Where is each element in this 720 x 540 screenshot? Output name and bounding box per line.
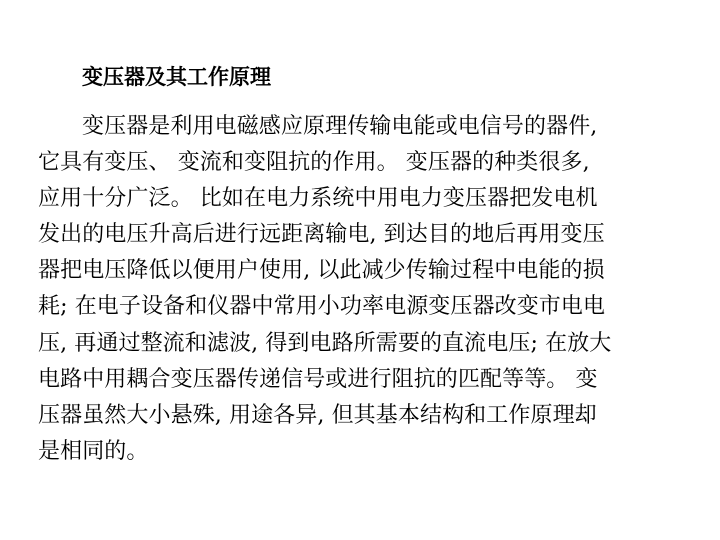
paragraph-line: 它具有变压、 变流和变阻抗的作用。 变压器的种类很多, [38, 150, 590, 176]
paragraph-line: 电路中用耦合变压器传递信号或进行阻抗的匹配等等。 变 [38, 366, 598, 392]
paragraph-line: 压器虽然大小悬殊, 用途各异, 但其基本结构和工作原理却 [38, 402, 597, 428]
paragraph-line: 应用十分广泛。 比如在电力系统中用电力变压器把发电机 [38, 186, 598, 212]
paragraph-line: 变压器是利用电磁感应原理传输电能或电信号的器件, [82, 114, 598, 139]
paragraph-line: 是相同的。 [38, 438, 149, 464]
paragraph-line: 耗; 在电子设备和仪器中常用小功率电源变压器改变市电电 [38, 294, 606, 320]
body-paragraph [38, 109, 678, 470]
paragraph-line: 压, 再通过整流和滤波, 得到电路所需要的直流电压; 在放大 [38, 330, 612, 356]
paragraph-line: 发出的电压升高后进行远距离输电, 到达目的地后再用变压 [38, 222, 605, 248]
paragraph-line: 器把电压降低以便用户使用, 以此减少传输过程中电能的损 [38, 258, 605, 284]
slide-title: 变压器及其工作原理 [82, 64, 271, 89]
